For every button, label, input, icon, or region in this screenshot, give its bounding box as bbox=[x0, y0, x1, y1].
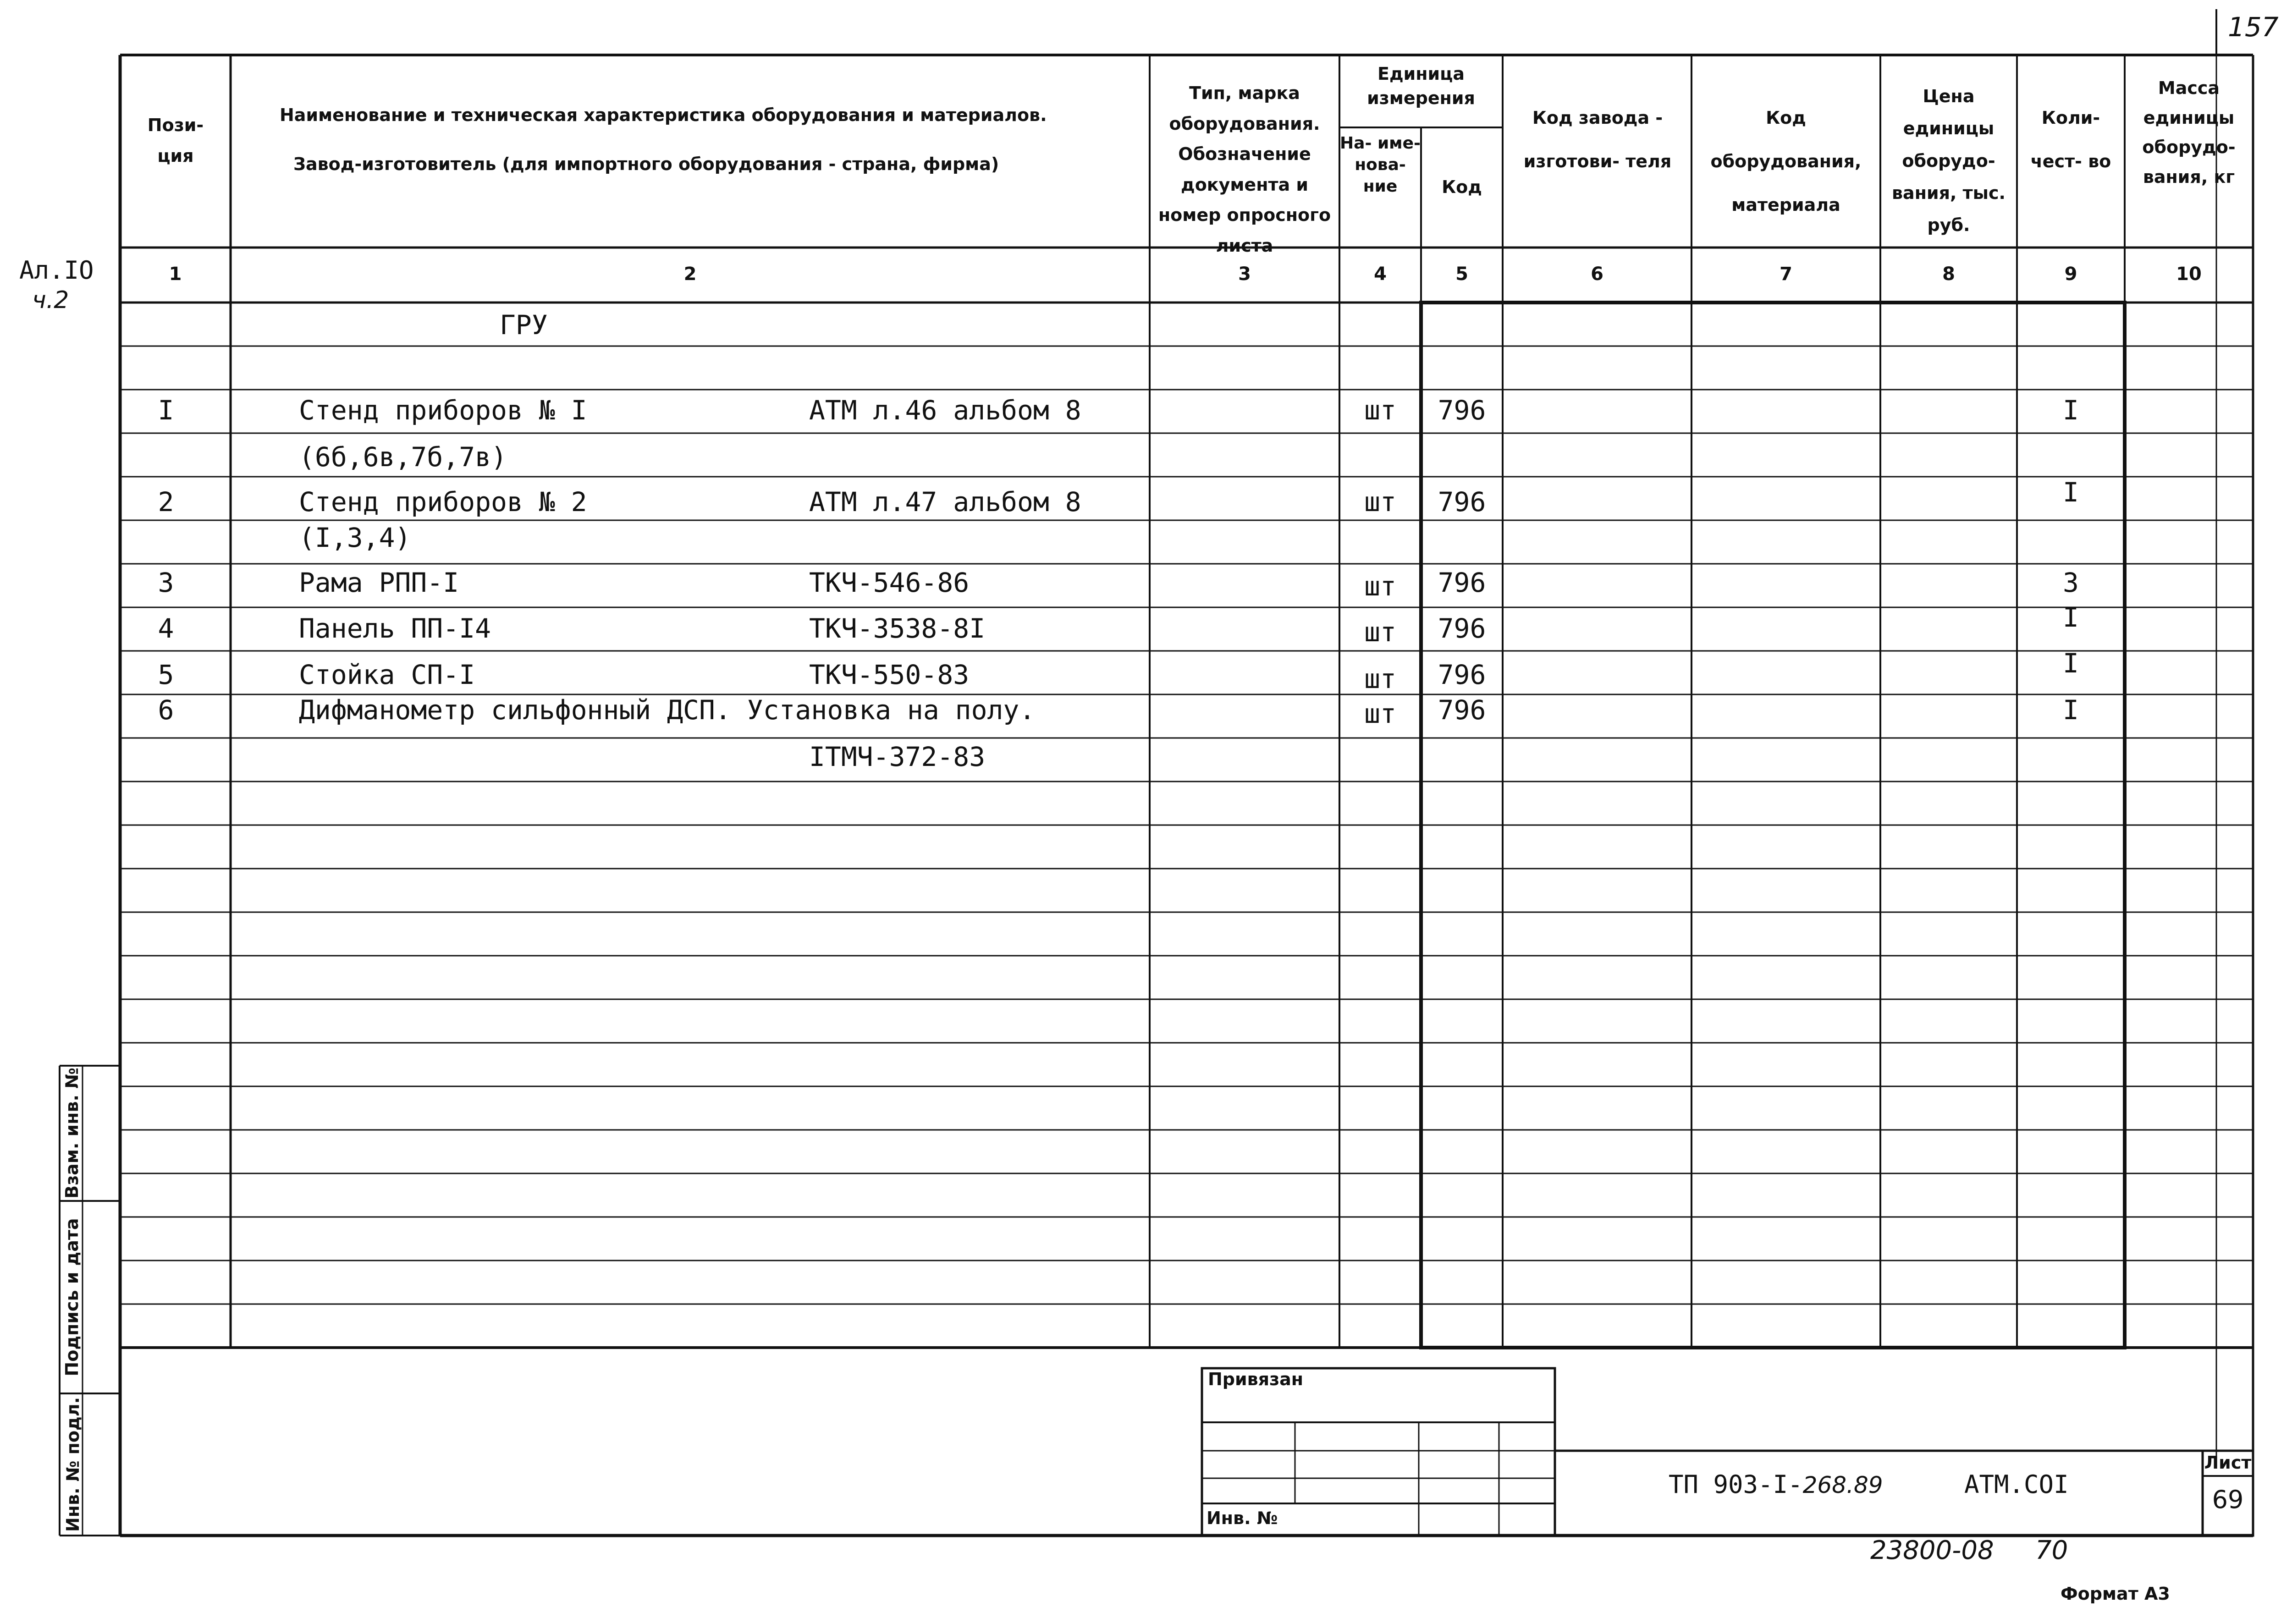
row-5-document: ТКЧ-550-83 bbox=[809, 659, 970, 690]
corner-page-number: 157 bbox=[2228, 11, 2279, 43]
row-5-quantity: I bbox=[2063, 648, 2079, 679]
side-label-sign-date: Подпись и дата bbox=[62, 1218, 82, 1376]
stamp-document-code-printed: ТП 903-I- bbox=[1669, 1470, 1803, 1499]
side-label-inv-vzam: Взам. инв. № bbox=[62, 1068, 82, 1199]
column-number-4: 4 bbox=[1374, 264, 1387, 285]
row-2-unit: шт bbox=[1364, 486, 1396, 517]
column-number-1: 1 bbox=[169, 264, 182, 285]
row-1-note: (6б,6в,7б,7в) bbox=[299, 441, 507, 473]
header-name-line1: Наименование и техническая характеристика оборудования и материалов. bbox=[280, 105, 1047, 125]
section-title: ГРУ bbox=[500, 309, 548, 341]
row-4-code: 796 bbox=[1438, 613, 1486, 644]
row-5-name: Стойка СП-I bbox=[299, 659, 475, 690]
row-3-document: ТКЧ-546-86 bbox=[809, 567, 970, 598]
row-3-name: Рама РПП-I bbox=[299, 567, 459, 598]
row-4-name: Панель ПП-I4 bbox=[299, 613, 491, 644]
row-1-unit: шт bbox=[1364, 395, 1396, 426]
column-number-6: 6 bbox=[1591, 264, 1603, 285]
row-1-document: АТМ л.46 альбом 8 bbox=[809, 395, 1081, 426]
margin-mark-part: ч.2 bbox=[32, 286, 69, 314]
row-6-position: 6 bbox=[158, 694, 174, 726]
row-4-unit: шт bbox=[1364, 617, 1396, 648]
header-unit-name: На- име- нова- ние bbox=[1340, 134, 1421, 196]
row-1-position: I bbox=[158, 395, 174, 426]
row-6-unit: шт bbox=[1364, 698, 1396, 729]
column-number-7: 7 bbox=[1780, 264, 1792, 285]
stamp-sheet-number: 69 bbox=[2212, 1485, 2244, 1514]
column-number-3: 3 bbox=[1238, 264, 1251, 285]
row-6-document: IТМЧ-372-83 bbox=[809, 741, 986, 772]
stamp-document-suffix: АТМ.СОI bbox=[1964, 1470, 2069, 1499]
row-2-quantity: I bbox=[2063, 477, 2079, 508]
row-6-code: 796 bbox=[1438, 694, 1486, 726]
header-name-line2: Завод-изготовитель (для импортного оборудования - страна, фирма) bbox=[293, 154, 999, 174]
row-2-document: АТМ л.47 альбом 8 bbox=[809, 486, 1081, 517]
row-2-code: 796 bbox=[1438, 486, 1486, 517]
row-3-position: 3 bbox=[158, 567, 174, 598]
header-unit-group: Единица измерения bbox=[1367, 64, 1475, 109]
stamp-document-code-handwritten: 268.89 bbox=[1802, 1472, 1883, 1498]
bottom-handwritten-code: 23800-08 bbox=[1870, 1536, 1994, 1565]
row-4-position: 4 bbox=[158, 613, 174, 644]
column-number-10: 10 bbox=[2176, 264, 2202, 285]
stamp-inv-no: Инв. № bbox=[1207, 1508, 1278, 1528]
row-1-name: Стенд приборов № I bbox=[299, 395, 587, 426]
header-position: Пози- ция bbox=[147, 115, 204, 166]
row-2-note: (I,3,4) bbox=[299, 522, 411, 553]
header-equipment-code: Код оборудования, материала bbox=[1710, 108, 1862, 215]
header-mass: Масса единицы оборудо- вания, кг bbox=[2142, 78, 2236, 187]
row-5-unit: шт bbox=[1364, 663, 1396, 694]
row-2-position: 2 bbox=[158, 486, 174, 517]
row-3-unit: шт bbox=[1364, 571, 1396, 602]
header-quantity: Коли- чест- во bbox=[2030, 108, 2111, 171]
row-4-document: ТКЧ-3538-8I bbox=[809, 613, 986, 644]
column-number-8: 8 bbox=[1942, 264, 1955, 285]
side-label-inv-podl: Инв. № подл. bbox=[63, 1397, 83, 1532]
column-number-5: 5 bbox=[1455, 264, 1468, 285]
row-3-code: 796 bbox=[1438, 567, 1486, 598]
margin-mark-album: Ал.IO bbox=[19, 256, 94, 285]
row-6-name: Дифманометр сильфонный ДСП. Установка на полу. bbox=[299, 694, 1036, 726]
bottom-handwritten-number: 70 bbox=[2035, 1536, 2068, 1565]
row-1-code: 796 bbox=[1438, 395, 1486, 426]
row-4-quantity: I bbox=[2063, 602, 2079, 633]
row-6-quantity: I bbox=[2063, 694, 2079, 726]
row-1-quantity: I bbox=[2063, 395, 2079, 426]
header-unit-code: Код bbox=[1442, 177, 1482, 197]
stamp-privyazan: Привязан bbox=[1208, 1369, 1304, 1389]
row-5-position: 5 bbox=[158, 659, 174, 690]
stamp-sheet-label: Лист bbox=[2204, 1453, 2252, 1473]
stamp-document-code bbox=[1669, 1472, 1883, 1497]
row-3-quantity: 3 bbox=[2063, 567, 2079, 598]
format-label: Формат А3 bbox=[2061, 1584, 2170, 1604]
header-maker-code: Код завода - изготови- теля bbox=[1523, 108, 1672, 171]
header-type: Тип, марка оборудования. Обозначение документа и номер опросного листа bbox=[1158, 83, 1331, 256]
column-number-2: 2 bbox=[683, 264, 697, 285]
column-number-9: 9 bbox=[2064, 264, 2077, 285]
header-price: Цена единицы оборудо- вания, тыс. руб. bbox=[1892, 86, 2006, 236]
row-2-name: Стенд приборов № 2 bbox=[299, 486, 587, 517]
row-5-code: 796 bbox=[1438, 659, 1486, 690]
